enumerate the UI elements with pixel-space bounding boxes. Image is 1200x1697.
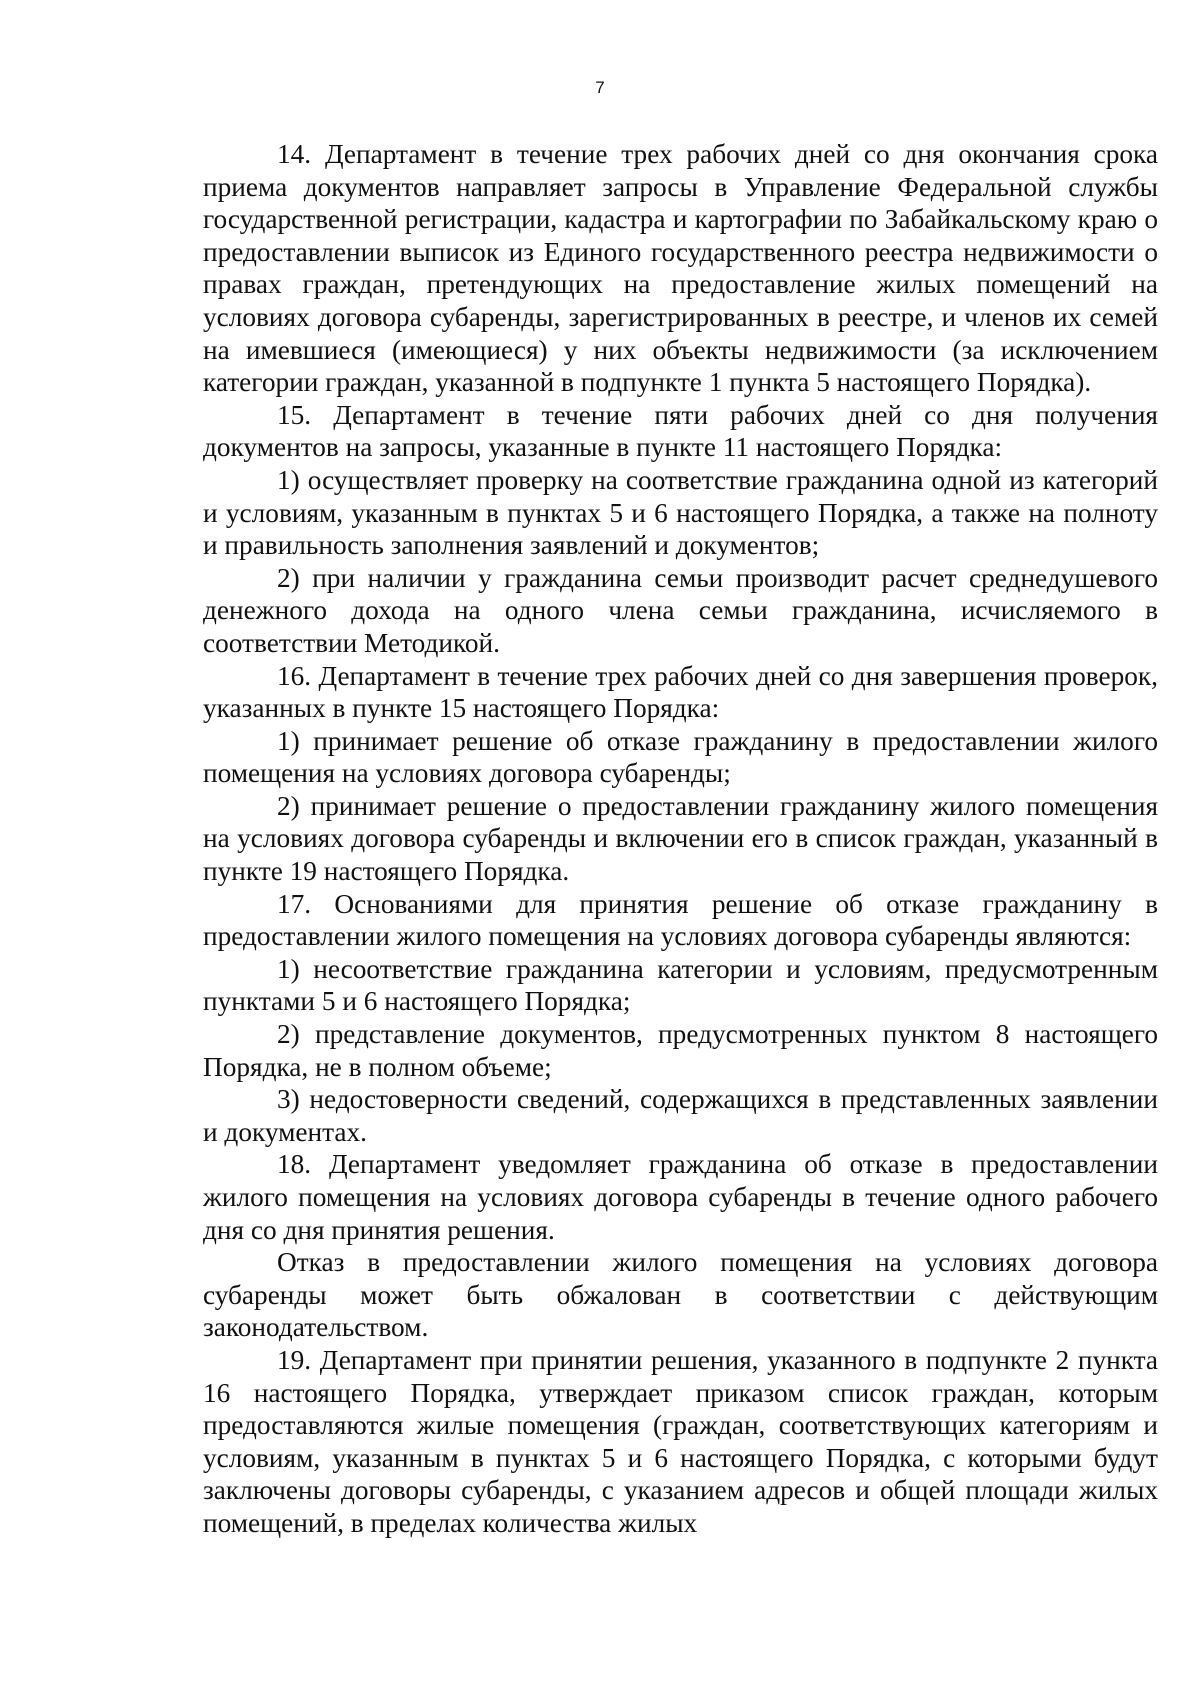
paragraph-15-item-1: 1) осуществляет проверку на соответствие гражданина одной из категорий и условиям, указанным в пунктах 5 и 6 настоящего Порядка, а также на полноту и правильность заполнения заявлений и документов;: [203, 464, 1158, 561]
paragraph-17: 17. Основаниями для принятия решение об отказе гражданину в предоставлении жилого помещения на условиях договора субаренды являются:: [203, 888, 1158, 952]
paragraph-19: 19. Департамент при принятии решения, указанного в подпункте 2 пункта 16 настоящего Порядка, утверждает приказом список граждан, которым предоставляются жилые помещения (граждан, соответствующих категориям и условиям, указанным в пунктах 5 и 6 настоящего Порядка, с которыми будут заключены договоры субаренды, с указанием адресов и общей площади жилых помещений, в пределах количества жилых: [203, 1344, 1158, 1538]
paragraph-16-item-2: 2) принимает решение о предоставлении гражданину жилого помещения на условиях договора субаренды и включении его в список граждан, указанный в пункте 19 настоящего Порядка.: [203, 790, 1158, 887]
paragraph-16: 16. Департамент в течение трех рабочих дней со дня завершения проверок, указанных в пункте 15 настоящего Порядка:: [203, 660, 1158, 724]
page-number: 7: [595, 78, 605, 97]
paragraph-15: 15. Департамент в течение пяти рабочих дней со дня получения документов на запросы, указанные в пункте 11 настоящего Порядка:: [203, 399, 1158, 463]
paragraph-17-item-3: 3) недостоверности сведений, содержащихся в представленных заявлении и документах.: [203, 1084, 1158, 1147]
document-body: [203, 138, 1158, 1540]
paragraph-16-item-1: 1) принимает решение об отказе гражданину в предоставлении жилого помещения на условиях договора субаренды;: [203, 725, 1158, 789]
paragraph-17-item-1: 1) несоответствие гражданина категории и условиям, предусмотренным пунктами 5 и 6 настоящего Порядка;: [203, 953, 1158, 1017]
paragraph-14: 14. Департамент в течение трех рабочих дней со дня окончания срока приема документов направляет запросы в Управление Федеральной службы государственной регистрации, кадастра и картографии по Забайкальскому краю о предоставлении выписок из Единого государственного реестра недвижимости о правах граждан, претендующих на предоставление жилых помещений на условиях договора субаренды, зарегистрированных в реестре, и членов их семей на имевшиеся (имеющиеся) у них объекты недвижимости (за исключением категории граждан, указанной в подпункте 1 пункта 5 настоящего Порядка).: [203, 139, 1158, 398]
paragraph-15-item-2: 2) при наличии у гражданина семьи производит расчет среднедушевого денежного дохода на одного члена семьи гражданина, исчисляемого в соответствии Методикой.: [203, 562, 1158, 658]
paragraph-17-item-2: 2) представление документов, предусмотренных пунктом 8 настоящего Порядка, не в полном объеме;: [203, 1019, 1158, 1082]
paragraph-18-appeal: Отказ в предоставлении жилого помещения на условиях договора субаренды может быть обжалован в соответствии с действующим законодательством.: [203, 1247, 1158, 1343]
paragraph-18: 18. Департамент уведомляет гражданина об отказе в предоставлении жилого помещения на условиях договора субаренды в течение одного рабочего дня со дня принятия решения.: [203, 1149, 1158, 1245]
